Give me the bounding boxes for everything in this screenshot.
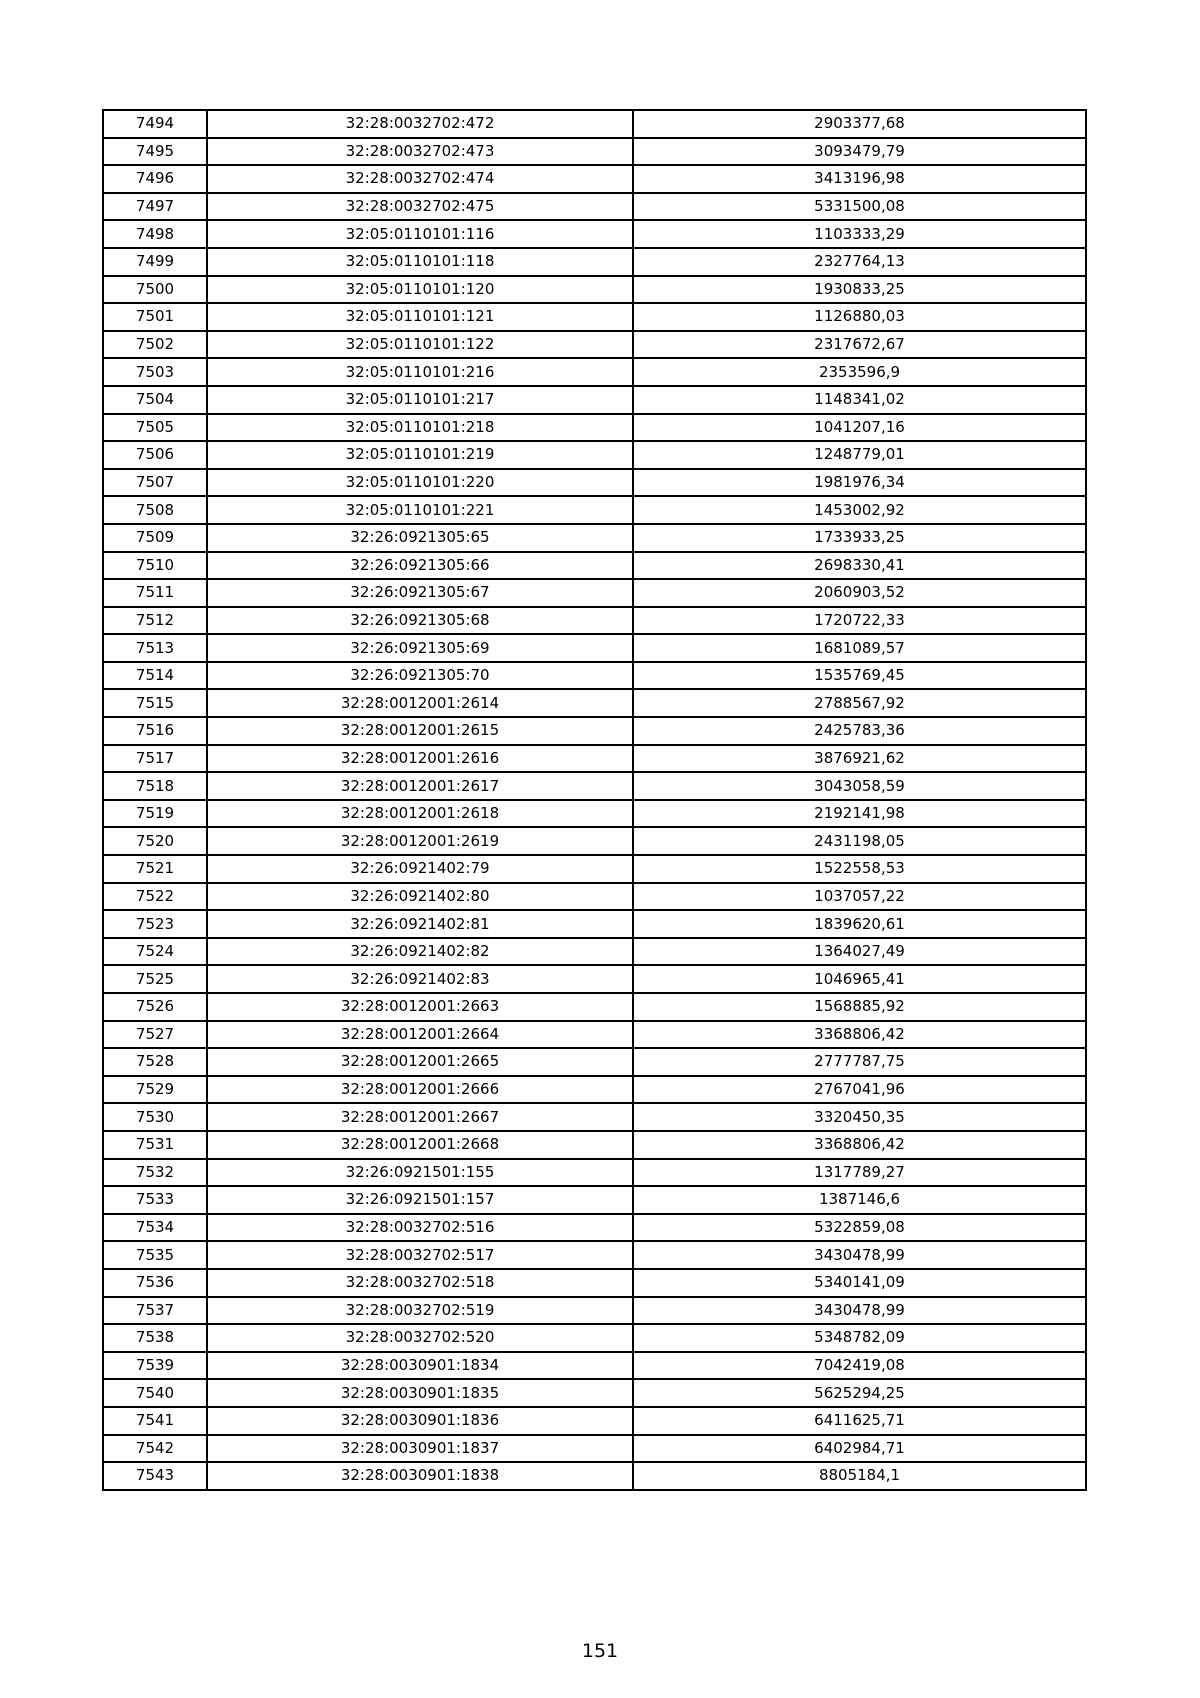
row-number-cell: 7520 — [103, 827, 207, 855]
table-row — [103, 276, 1086, 304]
cadastral-value-cell: 2317672,67 — [633, 331, 1086, 359]
cadastral-number-cell: 32:28:0012001:2664 — [207, 1021, 633, 1049]
cadastral-value-cell: 2327764,13 — [633, 248, 1086, 276]
cadastral-number-cell: 32:05:0110101:120 — [207, 276, 633, 304]
table-row — [103, 1324, 1086, 1352]
table-row — [103, 1159, 1086, 1187]
cadastral-number-cell: 32:26:0921402:79 — [207, 855, 633, 883]
table-row — [103, 634, 1086, 662]
cadastral-value-cell: 1453002,92 — [633, 496, 1086, 524]
cadastral-number-cell: 32:05:0110101:218 — [207, 414, 633, 442]
row-number-cell: 7519 — [103, 800, 207, 828]
cadastral-number-cell: 32:26:0921305:70 — [207, 662, 633, 690]
cadastral-number-cell: 32:28:0032702:474 — [207, 165, 633, 193]
row-number-cell: 7506 — [103, 441, 207, 469]
cadastral-number-cell: 32:28:0012001:2618 — [207, 800, 633, 828]
cadastral-number-cell: 32:28:0012001:2616 — [207, 745, 633, 773]
cadastral-value-cell: 6402984,71 — [633, 1435, 1086, 1463]
row-number-cell: 7511 — [103, 579, 207, 607]
row-number-cell: 7495 — [103, 138, 207, 166]
cadastral-number-cell: 32:28:0032702:472 — [207, 110, 633, 138]
row-number-cell: 7502 — [103, 331, 207, 359]
cadastral-number-cell: 32:28:0032702:518 — [207, 1269, 633, 1297]
cadastral-value-cell: 1046965,41 — [633, 965, 1086, 993]
cadastral-value-cell: 2777787,75 — [633, 1048, 1086, 1076]
cadastral-value-cell: 3320450,35 — [633, 1103, 1086, 1131]
table-row — [103, 1297, 1086, 1325]
row-number-cell: 7529 — [103, 1076, 207, 1104]
row-number-cell: 7505 — [103, 414, 207, 442]
row-number-cell: 7522 — [103, 883, 207, 911]
cadastral-number-cell: 32:26:0921305:69 — [207, 634, 633, 662]
cadastral-value-cell: 1733933,25 — [633, 524, 1086, 552]
cadastral-number-cell: 32:28:0030901:1837 — [207, 1435, 633, 1463]
row-number-cell: 7504 — [103, 386, 207, 414]
row-number-cell: 7513 — [103, 634, 207, 662]
cadastral-value-cell: 1720722,33 — [633, 607, 1086, 635]
cadastral-value-cell: 3368806,42 — [633, 1131, 1086, 1159]
cadastral-number-cell: 32:28:0012001:2667 — [207, 1103, 633, 1131]
table-row — [103, 469, 1086, 497]
cadastral-value-cell: 2903377,68 — [633, 110, 1086, 138]
cadastral-value-cell: 1148341,02 — [633, 386, 1086, 414]
cadastral-value-table — [102, 109, 1087, 1491]
row-number-cell: 7512 — [103, 607, 207, 635]
cadastral-value-cell: 2788567,92 — [633, 689, 1086, 717]
cadastral-value-cell: 2425783,36 — [633, 717, 1086, 745]
row-number-cell: 7497 — [103, 193, 207, 221]
table-row — [103, 607, 1086, 635]
cadastral-value-cell: 6411625,71 — [633, 1407, 1086, 1435]
row-number-cell: 7542 — [103, 1435, 207, 1463]
cadastral-number-cell: 32:28:0012001:2665 — [207, 1048, 633, 1076]
row-number-cell: 7501 — [103, 303, 207, 331]
row-number-cell: 7531 — [103, 1131, 207, 1159]
row-number-cell: 7494 — [103, 110, 207, 138]
table-row — [103, 1048, 1086, 1076]
table-row — [103, 827, 1086, 855]
table-row — [103, 1103, 1086, 1131]
cadastral-value-cell: 1387146,6 — [633, 1186, 1086, 1214]
cadastral-number-cell: 32:28:0032702:519 — [207, 1297, 633, 1325]
table-row — [103, 1435, 1086, 1463]
cadastral-value-cell: 3876921,62 — [633, 745, 1086, 773]
table-row — [103, 331, 1086, 359]
cadastral-number-cell: 32:05:0110101:217 — [207, 386, 633, 414]
cadastral-number-cell: 32:28:0012001:2615 — [207, 717, 633, 745]
row-number-cell: 7510 — [103, 552, 207, 580]
cadastral-number-cell: 32:26:0921402:83 — [207, 965, 633, 993]
cadastral-value-cell: 3043058,59 — [633, 772, 1086, 800]
table-row — [103, 965, 1086, 993]
cadastral-value-cell: 2767041,96 — [633, 1076, 1086, 1104]
row-number-cell: 7514 — [103, 662, 207, 690]
table-row — [103, 1241, 1086, 1269]
cadastral-value-cell: 3093479,79 — [633, 138, 1086, 166]
table-row — [103, 938, 1086, 966]
row-number-cell: 7539 — [103, 1352, 207, 1380]
cadastral-number-cell: 32:26:0921402:81 — [207, 910, 633, 938]
table-row — [103, 1076, 1086, 1104]
table-row — [103, 662, 1086, 690]
table-row — [103, 993, 1086, 1021]
table-row — [103, 1186, 1086, 1214]
table-row — [103, 1269, 1086, 1297]
cadastral-number-cell: 32:28:0012001:2614 — [207, 689, 633, 717]
cadastral-value-cell: 8805184,1 — [633, 1462, 1086, 1490]
cadastral-number-cell: 32:28:0030901:1836 — [207, 1407, 633, 1435]
table-row — [103, 910, 1086, 938]
row-number-cell: 7525 — [103, 965, 207, 993]
cadastral-value-cell: 2431198,05 — [633, 827, 1086, 855]
table-row — [103, 193, 1086, 221]
cadastral-value-cell: 1839620,61 — [633, 910, 1086, 938]
row-number-cell: 7532 — [103, 1159, 207, 1187]
cadastral-value-cell: 1103333,29 — [633, 220, 1086, 248]
cadastral-number-cell: 32:28:0032702:517 — [207, 1241, 633, 1269]
cadastral-number-cell: 32:28:0012001:2617 — [207, 772, 633, 800]
table-row — [103, 745, 1086, 773]
row-number-cell: 7499 — [103, 248, 207, 276]
row-number-cell: 7516 — [103, 717, 207, 745]
row-number-cell: 7524 — [103, 938, 207, 966]
table-row — [103, 496, 1086, 524]
cadastral-number-cell: 32:28:0012001:2666 — [207, 1076, 633, 1104]
row-number-cell: 7541 — [103, 1407, 207, 1435]
cadastral-value-cell: 5331500,08 — [633, 193, 1086, 221]
cadastral-number-cell: 32:26:0921305:66 — [207, 552, 633, 580]
cadastral-value-cell: 2060903,52 — [633, 579, 1086, 607]
table-row — [103, 414, 1086, 442]
cadastral-number-cell: 32:05:0110101:216 — [207, 358, 633, 386]
cadastral-number-cell: 32:26:0921402:82 — [207, 938, 633, 966]
cadastral-value-cell: 5322859,08 — [633, 1214, 1086, 1242]
table-row — [103, 1462, 1086, 1490]
cadastral-value-cell: 5340141,09 — [633, 1269, 1086, 1297]
table-row — [103, 1131, 1086, 1159]
table-row — [103, 1021, 1086, 1049]
cadastral-value-cell: 5625294,25 — [633, 1379, 1086, 1407]
cadastral-number-cell: 32:28:0030901:1838 — [207, 1462, 633, 1490]
cadastral-number-cell: 32:28:0032702:475 — [207, 193, 633, 221]
cadastral-value-cell: 3368806,42 — [633, 1021, 1086, 1049]
table-row — [103, 165, 1086, 193]
cadastral-number-cell: 32:05:0110101:118 — [207, 248, 633, 276]
table-row — [103, 524, 1086, 552]
cadastral-value-cell: 1522558,53 — [633, 855, 1086, 883]
row-number-cell: 7530 — [103, 1103, 207, 1131]
table-row — [103, 772, 1086, 800]
row-number-cell: 7508 — [103, 496, 207, 524]
page-number: 151 — [581, 1640, 619, 1662]
cadastral-number-cell: 32:28:0012001:2619 — [207, 827, 633, 855]
row-number-cell: 7518 — [103, 772, 207, 800]
row-number-cell: 7517 — [103, 745, 207, 773]
table-row — [103, 855, 1086, 883]
cadastral-value-cell: 1248779,01 — [633, 441, 1086, 469]
table-body — [103, 110, 1086, 1490]
table-row — [103, 248, 1086, 276]
row-number-cell: 7496 — [103, 165, 207, 193]
cadastral-value-cell: 1568885,92 — [633, 993, 1086, 1021]
cadastral-number-cell: 32:28:0012001:2663 — [207, 993, 633, 1021]
cadastral-number-cell: 32:05:0110101:122 — [207, 331, 633, 359]
row-number-cell: 7540 — [103, 1379, 207, 1407]
row-number-cell: 7523 — [103, 910, 207, 938]
cadastral-number-cell: 32:05:0110101:121 — [207, 303, 633, 331]
row-number-cell: 7500 — [103, 276, 207, 304]
table-row — [103, 358, 1086, 386]
table-row — [103, 138, 1086, 166]
row-number-cell: 7535 — [103, 1241, 207, 1269]
table-row — [103, 303, 1086, 331]
cadastral-value-cell: 1981976,34 — [633, 469, 1086, 497]
table-row — [103, 1379, 1086, 1407]
row-number-cell: 7543 — [103, 1462, 207, 1490]
cadastral-value-cell: 2353596,9 — [633, 358, 1086, 386]
cadastral-value-cell: 1041207,16 — [633, 414, 1086, 442]
table-row — [103, 220, 1086, 248]
row-number-cell: 7503 — [103, 358, 207, 386]
row-number-cell: 7498 — [103, 220, 207, 248]
cadastral-value-cell: 3430478,99 — [633, 1297, 1086, 1325]
cadastral-value-cell: 7042419,08 — [633, 1352, 1086, 1380]
cadastral-value-cell: 5348782,09 — [633, 1324, 1086, 1352]
row-number-cell: 7507 — [103, 469, 207, 497]
cadastral-number-cell: 32:05:0110101:219 — [207, 441, 633, 469]
table-row — [103, 441, 1086, 469]
cadastral-number-cell: 32:28:0032702:473 — [207, 138, 633, 166]
cadastral-value-cell: 1037057,22 — [633, 883, 1086, 911]
cadastral-number-cell: 32:26:0921501:155 — [207, 1159, 633, 1187]
table-row — [103, 800, 1086, 828]
cadastral-number-cell: 32:28:0030901:1834 — [207, 1352, 633, 1380]
cadastral-number-cell: 32:28:0012001:2668 — [207, 1131, 633, 1159]
cadastral-value-cell: 3413196,98 — [633, 165, 1086, 193]
cadastral-number-cell: 32:26:0921501:157 — [207, 1186, 633, 1214]
cadastral-value-cell: 2698330,41 — [633, 552, 1086, 580]
row-number-cell: 7521 — [103, 855, 207, 883]
cadastral-number-cell: 32:05:0110101:116 — [207, 220, 633, 248]
row-number-cell: 7538 — [103, 1324, 207, 1352]
cadastral-number-cell: 32:26:0921305:68 — [207, 607, 633, 635]
row-number-cell: 7527 — [103, 1021, 207, 1049]
table-row — [103, 689, 1086, 717]
cadastral-value-cell: 1364027,49 — [633, 938, 1086, 966]
table-row — [103, 552, 1086, 580]
cadastral-value-cell: 2192141,98 — [633, 800, 1086, 828]
table-row — [103, 717, 1086, 745]
table-row — [103, 1407, 1086, 1435]
table-row — [103, 579, 1086, 607]
row-number-cell: 7526 — [103, 993, 207, 1021]
cadastral-number-cell: 32:26:0921305:67 — [207, 579, 633, 607]
cadastral-number-cell: 32:26:0921402:80 — [207, 883, 633, 911]
table-row — [103, 386, 1086, 414]
row-number-cell: 7537 — [103, 1297, 207, 1325]
cadastral-value-cell: 1681089,57 — [633, 634, 1086, 662]
row-number-cell: 7536 — [103, 1269, 207, 1297]
table-row — [103, 110, 1086, 138]
cadastral-value-cell: 1126880,03 — [633, 303, 1086, 331]
row-number-cell: 7533 — [103, 1186, 207, 1214]
cadastral-number-cell: 32:05:0110101:220 — [207, 469, 633, 497]
cadastral-number-cell: 32:28:0032702:516 — [207, 1214, 633, 1242]
row-number-cell: 7528 — [103, 1048, 207, 1076]
cadastral-value-cell: 1317789,27 — [633, 1159, 1086, 1187]
cadastral-value-cell: 1930833,25 — [633, 276, 1086, 304]
row-number-cell: 7515 — [103, 689, 207, 717]
cadastral-value-cell: 1535769,45 — [633, 662, 1086, 690]
cadastral-number-cell: 32:26:0921305:65 — [207, 524, 633, 552]
table-row — [103, 883, 1086, 911]
row-number-cell: 7509 — [103, 524, 207, 552]
table-row — [103, 1352, 1086, 1380]
cadastral-number-cell: 32:28:0030901:1835 — [207, 1379, 633, 1407]
cadastral-number-cell: 32:28:0032702:520 — [207, 1324, 633, 1352]
row-number-cell: 7534 — [103, 1214, 207, 1242]
table-row — [103, 1214, 1086, 1242]
cadastral-number-cell: 32:05:0110101:221 — [207, 496, 633, 524]
cadastral-value-cell: 3430478,99 — [633, 1241, 1086, 1269]
